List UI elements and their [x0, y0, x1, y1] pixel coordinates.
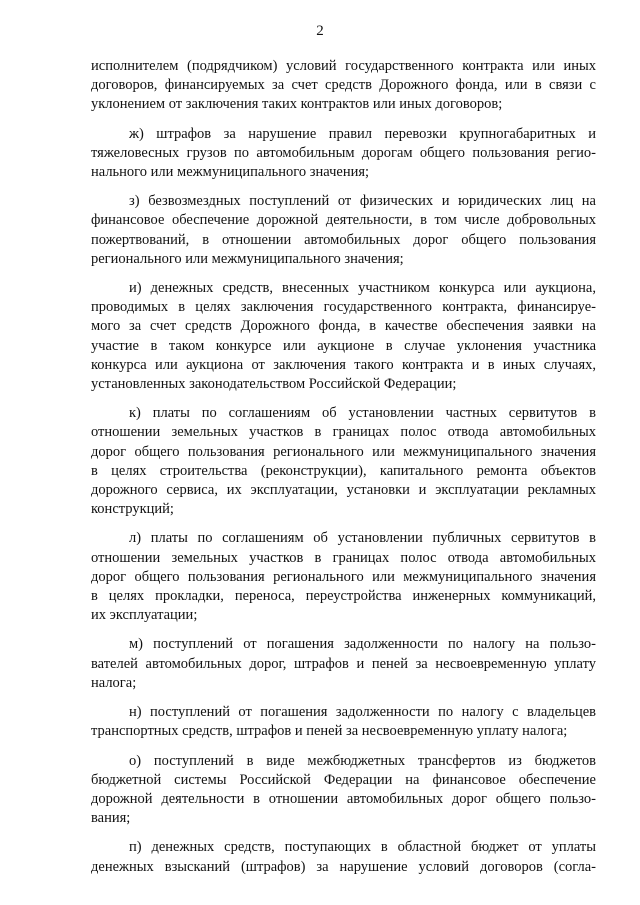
text-line: конкурса или аукциона от заключения такого контракта и в иных случаях,	[91, 356, 596, 373]
text-line: установленных законодательством Российской Федерации;	[91, 376, 457, 393]
page-number: 2	[316, 23, 324, 39]
text-line: дорожного сервиса, их эксплуатации, установки и эксплуатации рекламных	[91, 482, 596, 499]
text-line: м) поступлений от погашения задолженности по налогу на пользо-	[129, 636, 596, 653]
text-line: договоров, финансируемых за счет средств Дорожного фонда, или в связи с	[91, 77, 596, 94]
text-line: н) поступлений от погашения задолженности по налогу с владельцев	[129, 704, 596, 721]
paragraph-item-l	[91, 529, 596, 625]
text-line: в целях строительства (реконструкции), капитального ремонта объектов	[91, 462, 596, 479]
text-line: пожертвований, в отношении автомобильных дорог общего пользования	[91, 231, 596, 248]
text-line: мого за счет средств Дорожного фонда, в качестве обеспечения заявки на	[91, 318, 596, 335]
text-line: вателей автомобильных дорог, штрафов и пеней за несвоевременную уплату	[91, 655, 596, 672]
text-line: и) денежных средств, внесенных участником конкурса или аукциона,	[129, 280, 596, 297]
text-line: их эксплуатации;	[91, 607, 198, 624]
text-line: о) поступлений в виде межбюджетных трансфертов из бюджетов	[129, 752, 596, 769]
text-line: тяжеловесных грузов по автомобильным дорогам общего пользования регио-	[91, 144, 596, 161]
paragraph-continuation	[91, 57, 596, 115]
text-line: ж) штрафов за нарушение правил перевозки крупногабаритных и	[129, 125, 596, 142]
text-line: дорог общего пользования регионального или межмуниципального значения	[91, 443, 596, 460]
paragraph-item-k	[91, 404, 596, 519]
text-line: л) платы по соглашениям об установлении публичных сервитутов в	[129, 530, 596, 547]
text-line: к) платы по соглашениям об установлении частных сервитутов в	[129, 405, 596, 422]
text-line: уклонением от заключения таких контрактов или иных договоров;	[91, 96, 503, 113]
text-line: транспортных средств, штрафов и пеней за несвоевременную уплату налога;	[91, 723, 568, 740]
text-line: вания;	[91, 810, 131, 827]
paragraph-item-n	[91, 703, 596, 741]
paragraph-item-p	[91, 838, 596, 876]
text-line: денежных взысканий (штрафов) за нарушение условий договоров (согла-	[91, 858, 596, 875]
text-line: в целях прокладки, переноса, переустройства инженерных коммуникаций,	[91, 588, 596, 605]
text-line: п) денежных средств, поступающих в областной бюджет от уплаты	[129, 839, 596, 856]
text-line: нального или межмуниципального значения;	[91, 164, 370, 181]
text-line: дорог общего пользования регионального или межмуниципального значения	[91, 568, 596, 585]
document-body	[91, 57, 596, 887]
paragraph-item-i	[91, 279, 596, 394]
text-line: отношении земельных участков в границах полос отвода автомобильных	[91, 424, 596, 441]
text-line: конструкций;	[91, 501, 174, 518]
text-line: дорожной деятельности в отношении автомобильных дорог общего пользо-	[91, 790, 596, 807]
text-line: налога;	[91, 674, 137, 691]
text-line: финансовое обеспечение дорожной деятельности, в том числе добровольных	[91, 212, 596, 229]
text-line: з) безвозмездных поступлений от физических и юридических лиц на	[129, 193, 596, 210]
text-line: исполнителем (подрядчиком) условий государственного контракта или иных	[91, 58, 596, 74]
paragraph-item-zh	[91, 125, 596, 183]
text-line: отношении земельных участков в границах полос отвода автомобильных	[91, 549, 596, 566]
text-line: проводимых в целях заключения государственного контракта, финансируе-	[91, 299, 596, 316]
paragraph-item-z	[91, 192, 596, 269]
paragraph-item-o	[91, 752, 596, 829]
text-line: участие в таком конкурсе или аукционе в случае уклонения участника	[91, 337, 596, 354]
paragraph-item-m	[91, 635, 596, 693]
text-line: бюджетной системы Российской Федерации на финансовое обеспечение	[91, 771, 596, 788]
text-line: регионального или межмуниципального значения;	[91, 250, 404, 267]
